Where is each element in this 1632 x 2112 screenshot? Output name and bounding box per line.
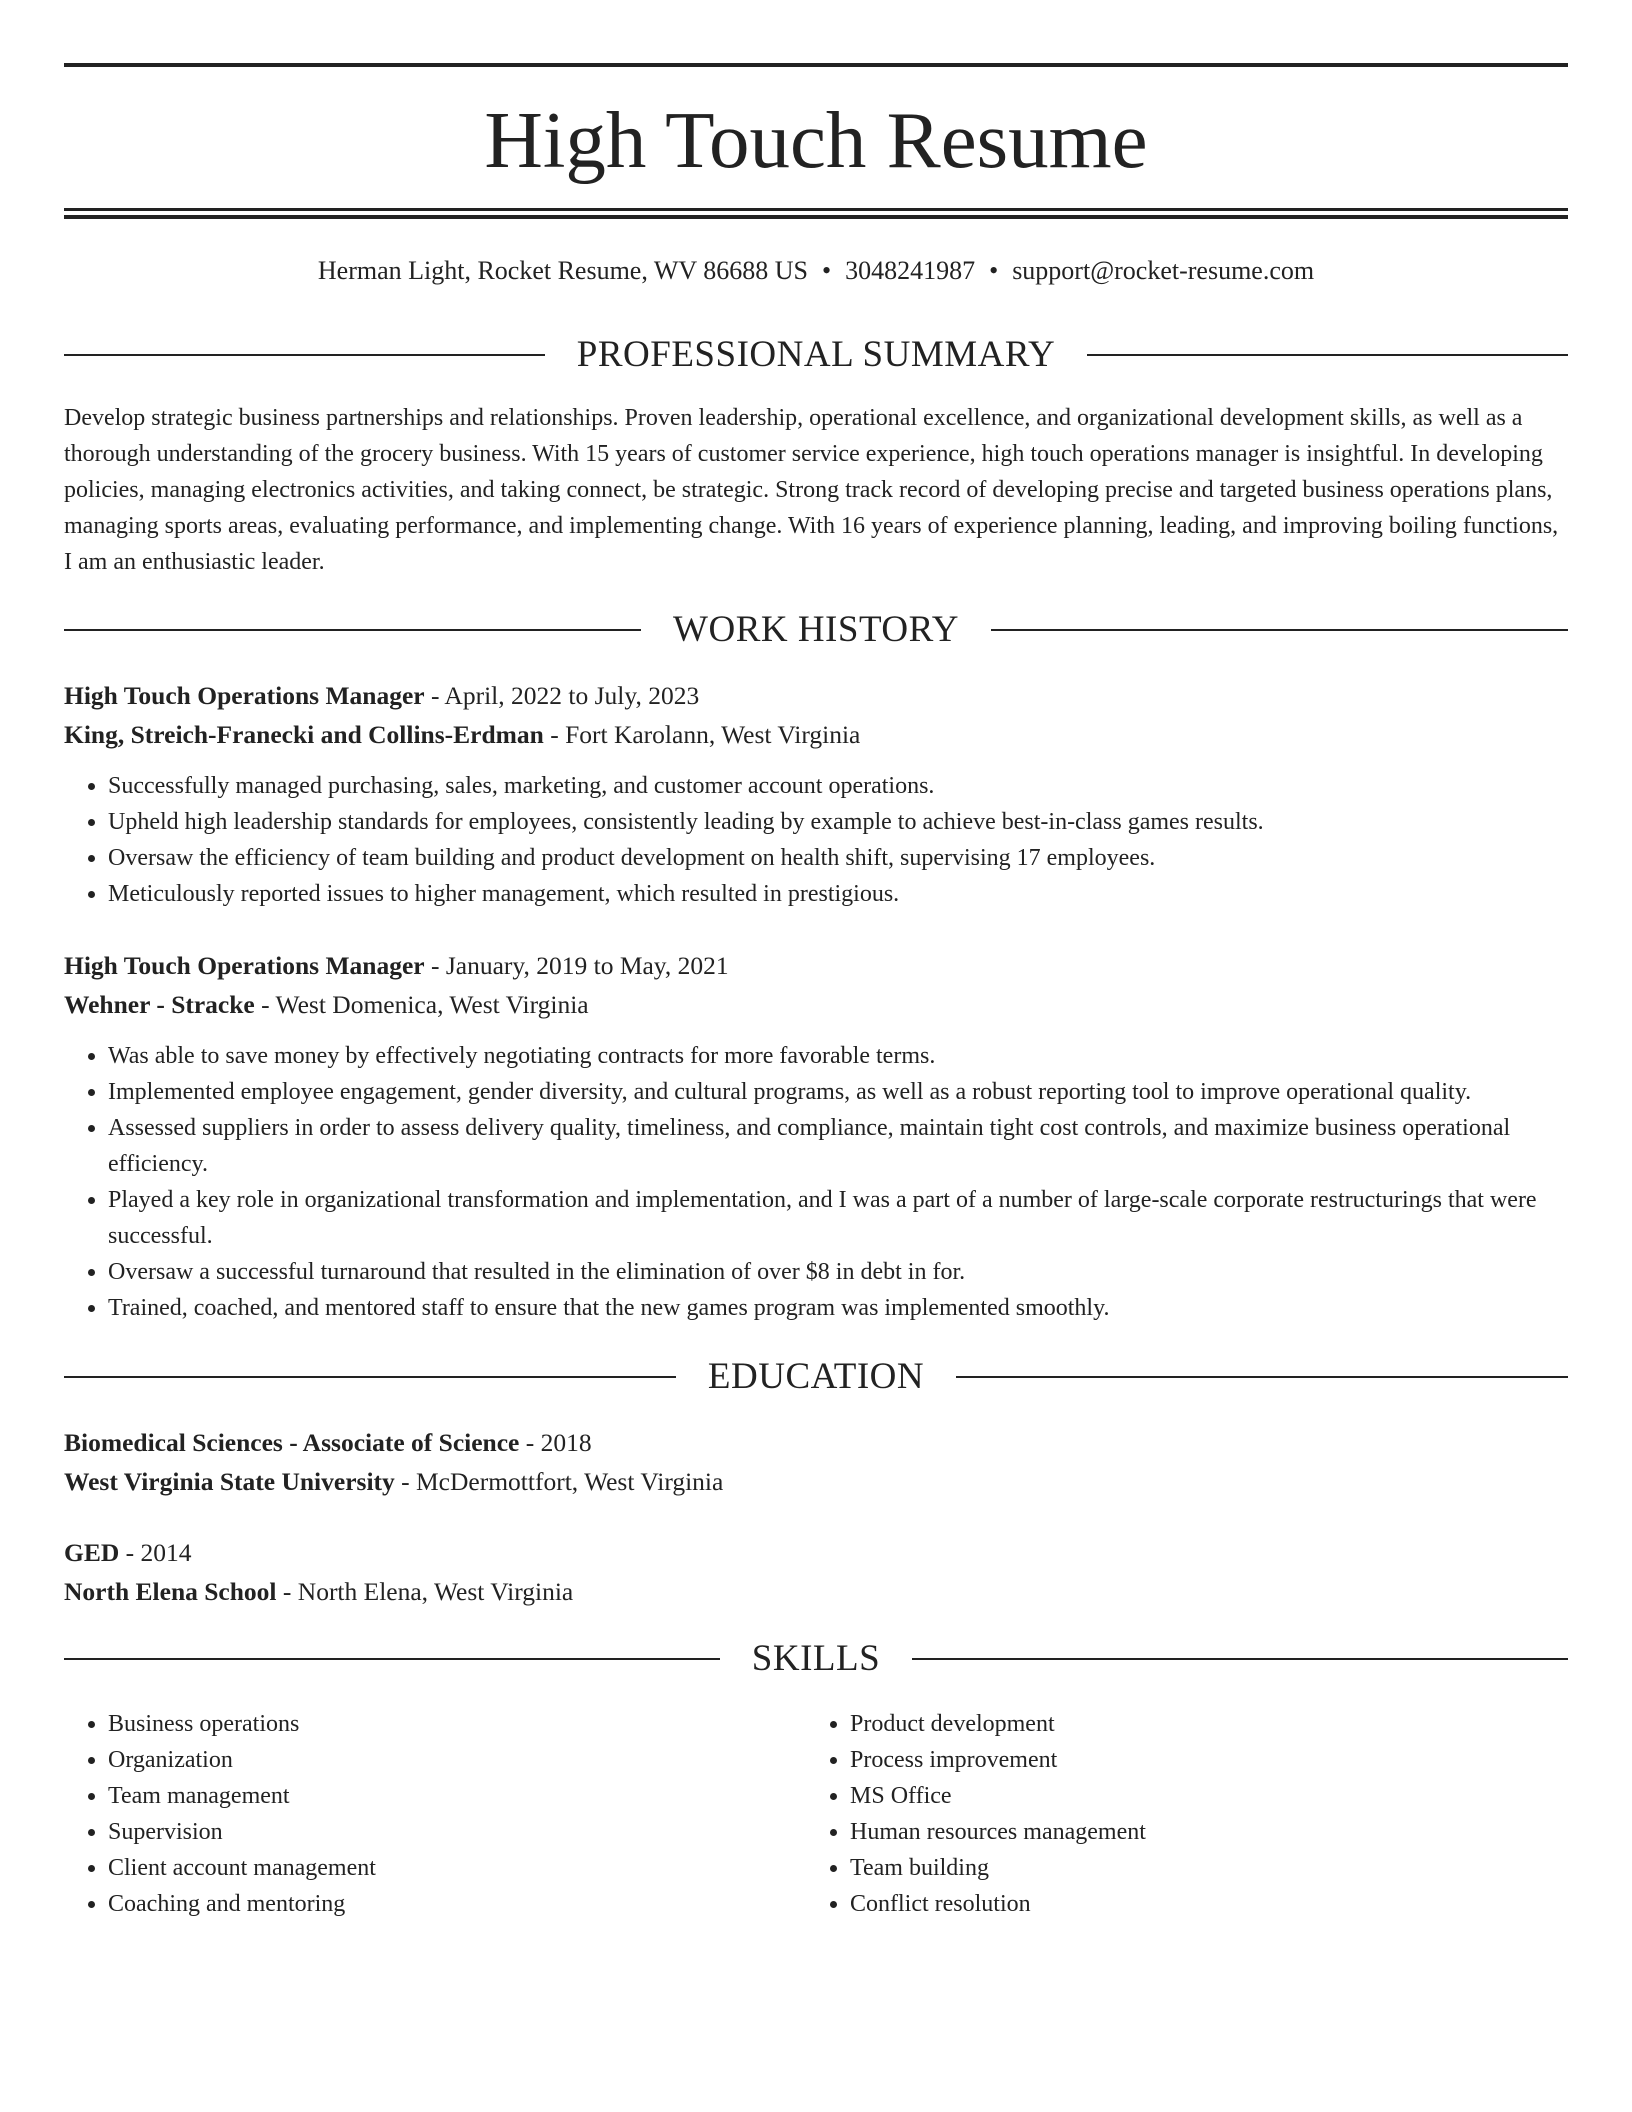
contact-address: Herman Light, Rocket Resume, WV 86688 US [317,256,808,285]
skill-item: • Coaching and mentoring [108,1886,764,1922]
skill-item: • Conflict resolution [850,1886,1506,1922]
job-bullets [64,768,1568,912]
job-company-line [64,715,1568,754]
section-header-summary [64,332,1568,378]
education-location: - North Elena, West Virginia [276,1577,574,1606]
job-location: - Fort Karolann, West Virginia [543,720,861,749]
job-bullet: • Successfully managed purchasing, sales, marketing, and customer account operations. [108,768,1568,804]
education-school-line [64,1462,1568,1501]
job-bullet: • Was able to save money by effectively negotiating contracts for more favorable terms. [108,1038,1568,1074]
skill-item: • Client account management [108,1850,764,1886]
education-school: West Virginia State University [64,1467,395,1496]
section-title-education: EDUCATION [707,1356,925,1397]
skill-item: • Supervision [108,1814,764,1850]
section-rule [912,1658,1568,1660]
education-degree: GED [64,1538,120,1567]
job-dates: - April, 2022 to July, 2023 [424,681,700,710]
job-title-line [64,946,1568,985]
education-entry [64,1533,1568,1611]
header-bottom-rule-lower [64,215,1568,219]
job-bullet: • Trained, coached, and mentored staff to ensure that the new games program was implemented smoothly. [108,1290,1568,1326]
job-entry [64,946,1568,1326]
job-bullet: • Meticulously reported issues to higher management, which resulted in prestigious. [108,876,1568,912]
job-company: Wehner - Stracke [64,990,255,1019]
education-degree-line [64,1423,1568,1462]
education-school-line [64,1572,1568,1611]
resume-title: High Touch Resume [484,95,1148,185]
skill-item: • Human resources management [850,1814,1506,1850]
contact-line [64,254,1568,288]
section-rule [64,354,545,356]
job-entry [64,676,1568,912]
skill-item: • Team management [108,1778,764,1814]
job-bullet: • Upheld high leadership standards for employees, consistently leading by example to achieve best-in-class games results. [108,804,1568,840]
contact-separator: • [821,256,832,285]
skill-item: • Team building [850,1850,1506,1886]
job-company: King, Streich-Franecki and Collins-Erdman [64,720,544,749]
contact-email: support@rocket-resume.com [1012,256,1315,285]
skills-list [806,1706,1506,1922]
job-bullets [64,1038,1568,1326]
job-title: High Touch Operations Manager [64,951,425,980]
skills-list [64,1706,764,1922]
section-title-summary: PROFESSIONAL SUMMARY [576,334,1056,375]
education-degree-line [64,1533,1568,1572]
section-rule [956,1376,1568,1378]
education-year: - 2018 [519,1428,592,1457]
skill-item: • Business operations [108,1706,764,1742]
job-bullet: • Played a key role in organizational transformation and implementation, and I was a part of a number of large-scale corporate restructurings that were successful. [108,1182,1568,1254]
skill-item: • Process improvement [850,1742,1506,1778]
section-rule [64,1376,676,1378]
job-dates: - January, 2019 to May, 2021 [424,951,729,980]
section-rule [1087,354,1568,356]
skills-column-right [806,1706,1506,1922]
section-header-work [64,607,1568,653]
job-title-line [64,676,1568,715]
job-bullet: • Assessed suppliers in order to assess delivery quality, timeliness, and compliance, maintain tight cost controls, and maximize business operational efficiency. [108,1110,1568,1182]
section-header-education [64,1354,1568,1400]
skill-item: • MS Office [850,1778,1506,1814]
skill-item: • Product development [850,1706,1506,1742]
education-entry [64,1423,1568,1501]
education-year: - 2014 [119,1538,192,1567]
section-header-skills [64,1636,1568,1682]
job-company-line [64,985,1568,1024]
section-rule [64,629,641,631]
skill-item: • Organization [108,1742,764,1778]
education-degree: Biomedical Sciences - Associate of Science [64,1428,520,1457]
job-location: - West Domenica, West Virginia [254,990,589,1019]
section-title-skills: SKILLS [751,1638,881,1679]
header-bottom-rule-upper [64,208,1568,211]
section-rule [991,629,1568,631]
job-bullet: • Oversaw a successful turnaround that resulted in the elimination of over $8 in debt in for. [108,1254,1568,1290]
section-rule [64,1658,720,1660]
contact-separator: • [989,256,999,285]
contact-phone: 3048241987 [845,256,976,285]
job-bullet: • Implemented employee engagement, gender diversity, and cultural programs, as well as a robust reporting tool to improve operational quality. [108,1074,1568,1110]
job-bullet: • Oversaw the efficiency of team building and product development on health shift, supervising 17 employees. [108,840,1568,876]
skills-column-left [64,1706,764,1922]
job-title: High Touch Operations Manager [64,681,425,710]
summary-paragraph: Develop strategic business partnerships and relationships. Proven leadership, operational excellence, and organizational development skills, as well as a thorough understanding of the grocery business. With 15 years of customer service experience, high touch operations manager is insightful. In developing policies, managing electronics activities, and taking connect, be strategic. Strong track record of developing precise and targeted business operations plans, managing sports areas, evaluating performance, and implementing change. With 16 years of experience planning, leading, and improving boiling functions, I am an enthusiastic leader. [64,405,1559,575]
education-location: - McDermottfort, West Virginia [394,1467,724,1496]
section-title-work: WORK HISTORY [673,609,959,650]
header-top-rule [64,63,1568,67]
education-school: North Elena School [64,1577,277,1606]
